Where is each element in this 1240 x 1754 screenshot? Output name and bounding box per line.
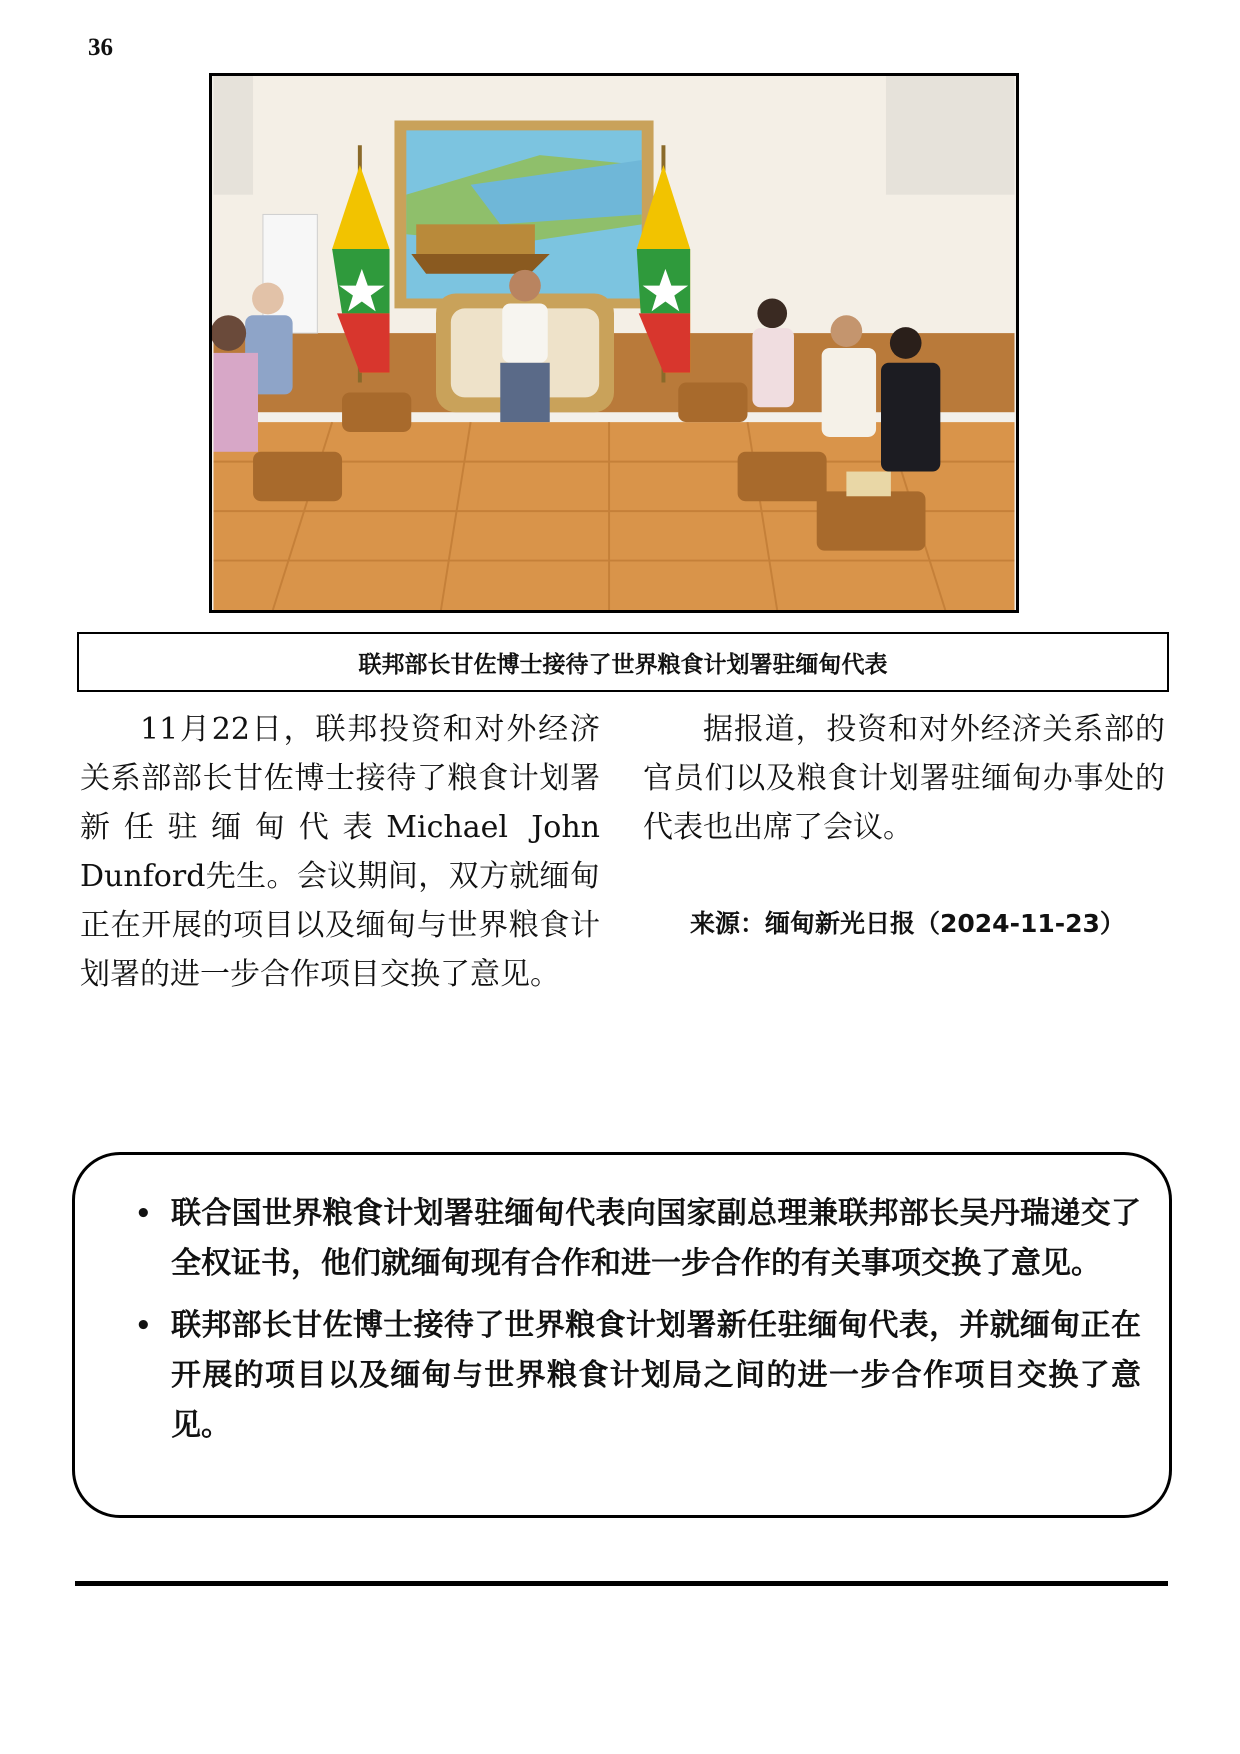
summary-item [113,1189,1141,1289]
summary-item-text: 联合国世界粮食计划署驻缅甸代表向国家副总理兼联邦部长吴丹瑞递交了全权证书，他们就缅甸现有合作和进一步合作的有关事项交换了意见。 [171,1196,1141,1281]
bullet-icon: • [135,1311,152,1341]
article-source: 来源：缅甸新光日报（2024-11-23） [690,909,1125,938]
summary-item-text: 联邦部长甘佐博士接待了世界粮食计划署新任驻缅甸代表，并就缅甸正在开展的项目以及缅甸与世界粮食计划局之间的进一步合作项目交换了意见。 [171,1308,1141,1443]
photo-caption: 联邦部长甘佐博士接待了世界粮食计划署驻缅甸代表 [77,632,1169,692]
meeting-photo-illustration [212,76,1016,610]
bottom-rule [75,1581,1168,1586]
host-figure [509,270,541,302]
bullet-icon: • [135,1199,152,1229]
official-figure [757,299,787,329]
page-number: 36 [88,34,113,61]
summary-list [113,1189,1141,1451]
side-table-right [678,383,747,423]
summary-box [72,1152,1172,1518]
article-right-column [643,705,1165,852]
meeting-photo [209,73,1019,613]
curtain-left [214,76,254,195]
article-paragraph: 据报道，投资和对外经济关系部的官员们以及粮食计划署驻缅甸办事处的代表也出席了会议。 [643,712,1165,845]
article-paragraph: 11月22日，联邦投资和对外经济关系部部长甘佐博士接待了粮食计划署新任驻缅甸代表Michael John Dunford先生。会议期间，双方就缅甸正在开展的项目以及缅甸与世界粮食计划署的进一步合作项目交换了意见。 [80,712,600,992]
summary-item [113,1301,1141,1451]
side-table-left [253,452,342,501]
guest-figure [252,283,284,315]
curtain-right [886,76,1015,195]
article-left-column [80,705,600,999]
